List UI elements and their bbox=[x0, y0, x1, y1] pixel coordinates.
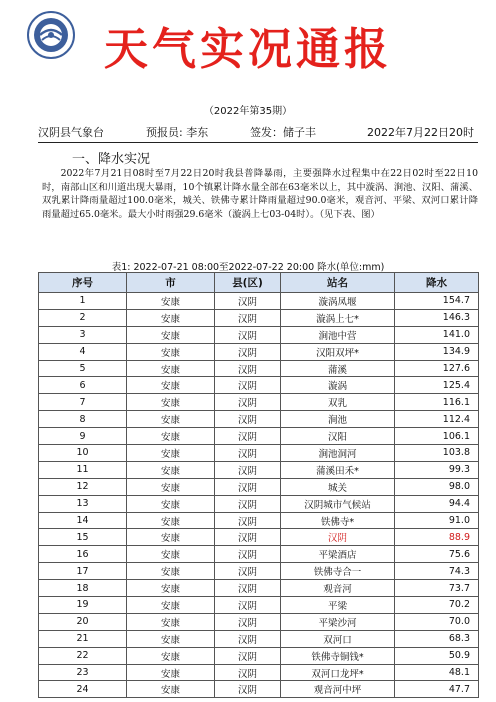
cell-station: 漩涡上七* bbox=[281, 309, 395, 326]
cell-county: 汉阴 bbox=[215, 360, 281, 377]
table-row bbox=[39, 360, 479, 377]
cell-index: 3 bbox=[39, 326, 127, 343]
cell-precip: 48.1 bbox=[395, 664, 479, 681]
cell-index: 15 bbox=[39, 529, 127, 546]
col-header-station: 站名 bbox=[281, 273, 395, 293]
cell-precip: 125.4 bbox=[395, 377, 479, 394]
cell-station: 蒲溪 bbox=[281, 360, 395, 377]
section-heading: 一、降水实况 bbox=[72, 152, 151, 167]
cell-county: 汉阴 bbox=[215, 343, 281, 360]
cell-city: 安康 bbox=[127, 681, 215, 698]
cell-county: 汉阴 bbox=[215, 445, 281, 462]
cell-city: 安康 bbox=[127, 411, 215, 428]
cell-county: 汉阴 bbox=[215, 309, 281, 326]
cell-index: 20 bbox=[39, 613, 127, 630]
cell-station: 平梁酒店 bbox=[281, 546, 395, 563]
cell-index: 8 bbox=[39, 411, 127, 428]
cell-index: 1 bbox=[39, 293, 127, 310]
table-row bbox=[39, 580, 479, 597]
cell-station: 漩涡凤堰 bbox=[281, 293, 395, 310]
cell-index: 7 bbox=[39, 394, 127, 411]
cell-station: 铁佛寺* bbox=[281, 512, 395, 529]
cell-index: 18 bbox=[39, 580, 127, 597]
cell-city: 安康 bbox=[127, 478, 215, 495]
cell-index: 21 bbox=[39, 630, 127, 647]
cell-station: 涧池 bbox=[281, 411, 395, 428]
cell-station: 汉阴 bbox=[281, 529, 395, 546]
cell-city: 安康 bbox=[127, 597, 215, 614]
table-row bbox=[39, 478, 479, 495]
table-row bbox=[39, 613, 479, 630]
col-header-index: 序号 bbox=[39, 273, 127, 293]
cell-station: 平梁 bbox=[281, 597, 395, 614]
cell-county: 汉阴 bbox=[215, 293, 281, 310]
cell-index: 16 bbox=[39, 546, 127, 563]
cell-city: 安康 bbox=[127, 377, 215, 394]
cell-station: 漩涡 bbox=[281, 377, 395, 394]
table-row bbox=[39, 394, 479, 411]
cell-precip: 88.9 bbox=[395, 529, 479, 546]
cell-precip: 98.0 bbox=[395, 478, 479, 495]
cell-station: 双乳 bbox=[281, 394, 395, 411]
approver: 签发：储子丰 bbox=[250, 126, 316, 139]
col-header-precip: 降水 bbox=[395, 273, 479, 293]
cell-precip: 106.1 bbox=[395, 428, 479, 445]
table-row bbox=[39, 681, 479, 698]
table-row bbox=[39, 647, 479, 664]
cell-city: 安康 bbox=[127, 461, 215, 478]
cell-precip: 112.4 bbox=[395, 411, 479, 428]
cell-precip: 103.8 bbox=[395, 445, 479, 462]
cell-precip: 99.3 bbox=[395, 461, 479, 478]
cell-city: 安康 bbox=[127, 495, 215, 512]
table-row bbox=[39, 326, 479, 343]
cell-precip: 73.7 bbox=[395, 580, 479, 597]
cell-city: 安康 bbox=[127, 546, 215, 563]
cell-precip: 146.3 bbox=[395, 309, 479, 326]
agency-name: 汉阴县气象台 bbox=[38, 126, 104, 139]
cell-station: 涧池中营 bbox=[281, 326, 395, 343]
cell-county: 汉阴 bbox=[215, 377, 281, 394]
cell-city: 安康 bbox=[127, 664, 215, 681]
cell-city: 安康 bbox=[127, 630, 215, 647]
cell-precip: 94.4 bbox=[395, 495, 479, 512]
cell-county: 汉阴 bbox=[215, 495, 281, 512]
cell-station: 涧池洞河 bbox=[281, 445, 395, 462]
cell-index: 11 bbox=[39, 461, 127, 478]
cell-station: 观音河中坪 bbox=[281, 681, 395, 698]
cell-city: 安康 bbox=[127, 647, 215, 664]
cell-county: 汉阴 bbox=[215, 647, 281, 664]
cell-county: 汉阴 bbox=[215, 478, 281, 495]
precipitation-table bbox=[38, 272, 479, 698]
cell-county: 汉阴 bbox=[215, 630, 281, 647]
cell-precip: 141.0 bbox=[395, 326, 479, 343]
cell-county: 汉阴 bbox=[215, 326, 281, 343]
cell-index: 9 bbox=[39, 428, 127, 445]
cell-city: 安康 bbox=[127, 326, 215, 343]
cell-index: 14 bbox=[39, 512, 127, 529]
cell-county: 汉阴 bbox=[215, 529, 281, 546]
precipitation-summary: 2022年7月21日08时至7月22日20时我县普降暴雨，主要强降水过程集中在22日02时至22日10时，南部山区和川道出现大暴雨，10个镇累计降水量全部在63毫米以上，其中漩涡、涧池、汉阳、蒲溪、双乳累计降雨量超过100.0毫米，城关、铁佛寺累计降雨量超过90.0毫米，观音河、平梁、双河口累计降雨量超过65.0毫米。最大小时雨强29.6毫米（漩涡上七03-04时）。（见下表、图） bbox=[42, 168, 478, 220]
cell-city: 安康 bbox=[127, 309, 215, 326]
header-divider bbox=[38, 142, 478, 143]
table-header-row bbox=[39, 273, 479, 293]
bulletin-title: 天气实况通报 bbox=[104, 24, 392, 75]
table-row bbox=[39, 546, 479, 563]
table-row bbox=[39, 630, 479, 647]
cell-index: 24 bbox=[39, 681, 127, 698]
table-row bbox=[39, 495, 479, 512]
cell-index: 19 bbox=[39, 597, 127, 614]
table-row bbox=[39, 664, 479, 681]
cell-county: 汉阴 bbox=[215, 461, 281, 478]
cell-station: 观音河 bbox=[281, 580, 395, 597]
cell-county: 汉阴 bbox=[215, 428, 281, 445]
forecaster: 预报员: 李东 bbox=[146, 126, 209, 139]
cell-county: 汉阴 bbox=[215, 580, 281, 597]
cell-index: 17 bbox=[39, 563, 127, 580]
cell-station: 平梁沙河 bbox=[281, 613, 395, 630]
col-header-county: 县(区) bbox=[215, 273, 281, 293]
cell-station: 汉阳 bbox=[281, 428, 395, 445]
cell-county: 汉阴 bbox=[215, 613, 281, 630]
cell-index: 10 bbox=[39, 445, 127, 462]
meta-row bbox=[38, 124, 478, 140]
cell-station: 汉阳双坪* bbox=[281, 343, 395, 360]
cell-city: 安康 bbox=[127, 343, 215, 360]
cell-precip: 70.2 bbox=[395, 597, 479, 614]
cell-precip: 116.1 bbox=[395, 394, 479, 411]
cell-precip: 50.9 bbox=[395, 647, 479, 664]
table-row bbox=[39, 309, 479, 326]
cell-precip: 47.7 bbox=[395, 681, 479, 698]
table-body bbox=[39, 293, 479, 698]
table-row bbox=[39, 563, 479, 580]
cell-county: 汉阴 bbox=[215, 546, 281, 563]
cell-precip: 127.6 bbox=[395, 360, 479, 377]
cell-city: 安康 bbox=[127, 580, 215, 597]
cell-station: 汉阴城市气候站 bbox=[281, 495, 395, 512]
table-row bbox=[39, 377, 479, 394]
cell-index: 12 bbox=[39, 478, 127, 495]
cell-city: 安康 bbox=[127, 613, 215, 630]
cell-precip: 75.6 bbox=[395, 546, 479, 563]
cell-station: 铁佛寺合一 bbox=[281, 563, 395, 580]
cell-station: 铁佛寺铜钱* bbox=[281, 647, 395, 664]
cell-city: 安康 bbox=[127, 445, 215, 462]
issue-datetime: 2022年7月22日20时 bbox=[367, 126, 474, 139]
cell-county: 汉阴 bbox=[215, 664, 281, 681]
cell-index: 2 bbox=[39, 309, 127, 326]
cell-precip: 91.0 bbox=[395, 512, 479, 529]
cell-precip: 154.7 bbox=[395, 293, 479, 310]
cell-index: 13 bbox=[39, 495, 127, 512]
cell-station: 蒲溪田禾* bbox=[281, 461, 395, 478]
cell-city: 安康 bbox=[127, 512, 215, 529]
cell-station: 双河口 bbox=[281, 630, 395, 647]
cell-county: 汉阴 bbox=[215, 563, 281, 580]
cell-county: 汉阴 bbox=[215, 512, 281, 529]
table-row bbox=[39, 512, 479, 529]
cell-station: 双河口龙坪* bbox=[281, 664, 395, 681]
table-row bbox=[39, 445, 479, 462]
cell-index: 5 bbox=[39, 360, 127, 377]
table-caption: 表1: 2022-07-21 08:00至2022-07-22 20:00 降水(单位:mm) bbox=[111, 262, 385, 273]
cell-city: 安康 bbox=[127, 529, 215, 546]
cell-city: 安康 bbox=[127, 293, 215, 310]
cell-county: 汉阴 bbox=[215, 394, 281, 411]
cell-city: 安康 bbox=[127, 563, 215, 580]
cell-precip: 68.3 bbox=[395, 630, 479, 647]
cell-city: 安康 bbox=[127, 428, 215, 445]
table-row bbox=[39, 411, 479, 428]
cell-station: 城关 bbox=[281, 478, 395, 495]
cell-precip: 134.9 bbox=[395, 343, 479, 360]
table-row bbox=[39, 529, 479, 546]
cell-county: 汉阴 bbox=[215, 411, 281, 428]
table-row bbox=[39, 597, 479, 614]
cell-precip: 74.3 bbox=[395, 563, 479, 580]
table-row bbox=[39, 343, 479, 360]
table-row bbox=[39, 293, 479, 310]
issue-number: （2022年第35期） bbox=[203, 106, 293, 117]
cell-index: 6 bbox=[39, 377, 127, 394]
cell-city: 安康 bbox=[127, 394, 215, 411]
cell-county: 汉阴 bbox=[215, 681, 281, 698]
cell-index: 4 bbox=[39, 343, 127, 360]
table-row bbox=[39, 461, 479, 478]
cell-index: 22 bbox=[39, 647, 127, 664]
cell-index: 23 bbox=[39, 664, 127, 681]
table-row bbox=[39, 428, 479, 445]
col-header-city: 市 bbox=[127, 273, 215, 293]
cell-city: 安康 bbox=[127, 360, 215, 377]
cell-precip: 70.0 bbox=[395, 613, 479, 630]
cell-county: 汉阴 bbox=[215, 597, 281, 614]
